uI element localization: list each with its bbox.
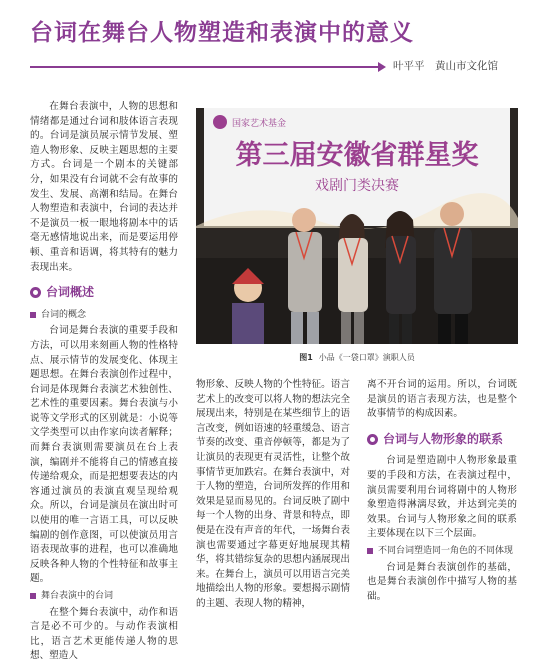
body-paragraph: 在整个舞台表演中，动作和语言是必不可少的。与动作表演相比，语言艺术更能传递人物的思想、塑造人 [30,606,178,662]
banner-sub-text: 戏剧门类决赛 [315,178,399,194]
square-bullet-icon [367,548,373,554]
byline-arrow-icon [378,62,386,72]
caption-text: 小品《一袋口罩》演职人员 [318,353,415,362]
section-title: 台词与人物形象的联系 [383,431,504,446]
banner-main-text: 第三届安徽省群星奖 [235,140,479,171]
article-title: 台词在舞台人物塑造和表演中的意义 [30,20,414,46]
subheading-title: 舞台表演中的台词 [41,591,114,601]
intro-paragraph: 在舞台表演中，人物的思想和情绪都是通过台词和肢体语言表现的。台词是演员展示情节发展、塑造人物形象、反映主题思想的主要方式。台词是一个剧本的关键部分，如果没有台词就不会有故事的发生、发展、高潮和结局。在舞台人物塑造和表演中，台词的表达并不是演员一板一眼地将剧本中的话毫无感情地说出来，而是要运用停顿、重音和语调，将其特有的魅力表现出来。 [30,101,178,273]
section-heading-overview [30,285,178,300]
subheading-different-lines [367,544,517,559]
body-paragraph: 台词是舞台表演创作的基础，也是舞台表演创作中描写人物的基础。 [367,561,517,602]
body-paragraph: 物形象、反映人物的个性特征。语言艺术上的改变可以将人物的想法完全展现出来，特别是在某些细节上的语言改变，例如语速的轻重缓急、语言节奏的改变、重音停顿等，都是为了让演员的表现更有灵活性，让整个故事情节更加跌宕。在舞台表演中，对于人物的塑造，台词所发挥的作用和效果是显而易见的。台词反映了剧中每一个人物的出身、背景和特点，即便是在没有声音的年代，一场舞台表演也需要通过字幕更好地展现其精华，将其错综复杂的思想内涵展现出来。在舞台上，演员可以用语言完美地描绘出人物的形象。要想揭示剧情的主题、表现人物的精神， [196,379,350,609]
section-heading-relation [367,432,517,447]
square-bullet-icon [30,593,36,599]
article-column-3 [367,378,517,604]
photo-illustration [196,108,518,344]
article-column-1 [30,100,178,664]
body-paragraph: 离不开台词的运用。所以，台词既是演员的语言表现方法，也是整个故事情节的构成因素。 [367,379,517,420]
byline-rule [30,66,378,68]
subheading-concept [30,308,178,323]
body-paragraph: 台词是舞台表演的重要手段和方法，可以用来刻画人物的性格特点、展示情节的发展变化、体现主题思想。在舞台表演创作过程中，台词是体现舞台表演艺术独创性、艺术性的重要因素。舞台表演与小说等文学形式的区别就是：小说等文学类型可以由作家向读者解释；而舞台表演则需要演员在台上表演，编剧并不能将自己的情感直接传递给观众，而是把想要表达的内容通过演员的表演直观呈现给观众。所以，台词是演员在演出时可以使用的唯一言语工具，可以反映编剧的创作意图，可以使演员用言语表现故事的进程，也可以准确地反映各种人物的个性特征和故事主题。 [30,325,178,585]
subheading-stage-lines [30,589,178,604]
opera-figure [232,268,264,344]
figure-caption [196,352,518,363]
section-bullet-icon [367,434,378,445]
section-bullet-icon [30,287,41,298]
section-title: 台词概述 [46,285,95,300]
subheading-title: 台词的概念 [41,309,87,320]
body-paragraph: 台词是塑造剧中人物形象最重要的手段和方法，在表演过程中，演员需要利用台词将剧中的人物形象塑造得淋漓尽致，并达到完美的效果。台词与人物形象之间的联系主要体现在以下三个层面。 [367,455,517,540]
event-photo [196,108,518,344]
caption-number: 图1 [299,353,313,362]
subheading-title: 不同台词塑造同一角色的不同体现 [378,545,514,556]
square-bullet-icon [30,312,36,318]
banner-org-text: 国家艺术基金 [232,119,287,129]
author-byline: 叶平平 黄山市文化馆 [393,60,498,72]
article-column-2 [196,378,350,612]
